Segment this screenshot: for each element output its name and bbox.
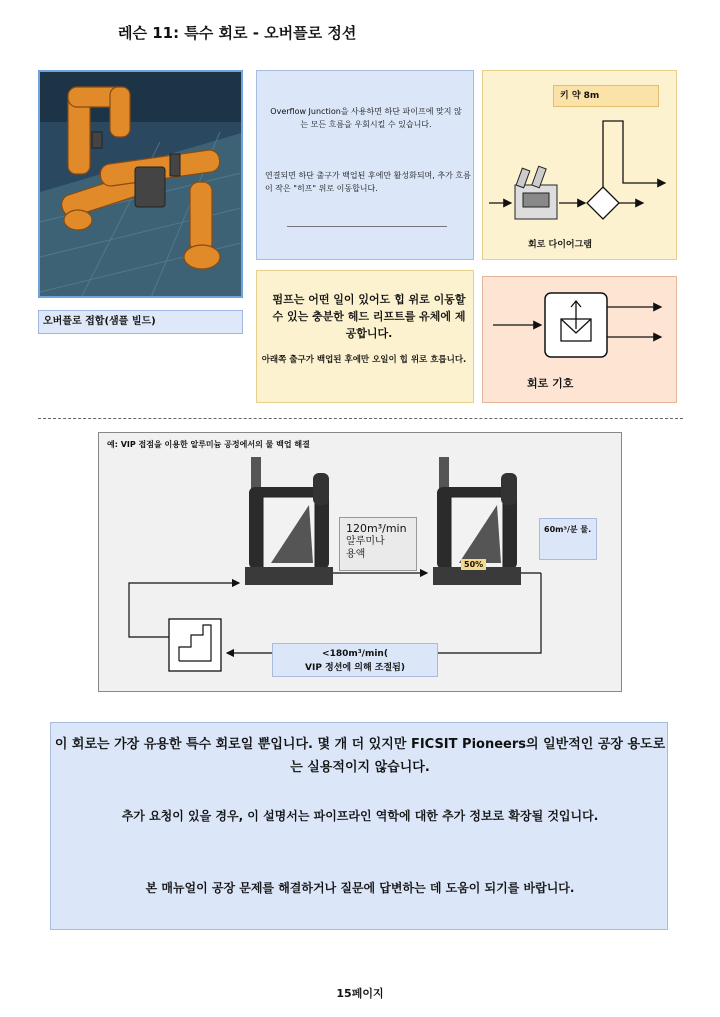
description-text-2: 연결되면 하단 출구가 백업된 후에만 활성화되며, 추가 흐름이 작은 "히프" 위로 이동합니다. (265, 171, 471, 193)
pump-text-1: 펌프는 어떤 일이 있어도 힙 위로 이동할 수 있는 충분한 헤드 리프트를 유체에 제공합니다. (272, 293, 466, 340)
closing-note-3: 본 매뉴얼이 공장 문제를 해결하거나 질문에 답변하는 데 도움이 되기를 바랍니다. (145, 881, 575, 895)
description-panel (256, 70, 474, 260)
example-title: 예: VIP 접점을 이용한 알루미늄 공정에서의 물 백업 해결 (107, 440, 310, 449)
circuit-diagram-panel (482, 70, 677, 260)
section-divider (38, 418, 683, 419)
example-diagram (98, 432, 622, 692)
page-title: 레슨 11: 특수 회로 - 오버플로 정션 (118, 24, 357, 42)
page-number: 15페이지 (336, 987, 384, 1000)
return-flow-label: <180m³/min( VIP 정션에 의해 조절됨) (272, 643, 438, 677)
circuit-diagram (483, 111, 678, 236)
refinery-1-icon (245, 457, 333, 585)
circuit-symbol (483, 277, 678, 372)
vip-junction-icon (169, 619, 221, 671)
circuit-diagram-caption: 회로 다이어그램 (528, 240, 592, 250)
closing-notes-box (50, 722, 668, 930)
pump-text-2: 아래쪽 출구가 백업된 후에만 오일이 힙 위로 흐릅니다. (261, 355, 467, 365)
junction-diamond-icon (587, 187, 619, 219)
flow-rate-label: 120m³/min 알루미나 용액 (339, 517, 417, 571)
description-text-1: Overflow Junction을 사용하면 하단 파이프에 맞지 않는 모든 흐름을 우회시킬 수 있습니다. (270, 107, 462, 129)
closing-note-2: 추가 요청이 있을 경우, 이 설명서는 파이프라인 역학에 대한 추가 정보로 확장될 것입니다. (121, 809, 599, 823)
output-label: 60m³/분 물. (539, 518, 597, 560)
circuit-symbol-caption: 회로 기호 (527, 377, 574, 390)
sample-build-image (38, 70, 243, 298)
sample-build-caption: 오버플로 접합(샘플 빌드) (38, 310, 243, 334)
pump-panel (256, 270, 474, 403)
pump-icon (515, 166, 557, 219)
circuit-symbol-panel (482, 276, 677, 403)
underline-divider (287, 226, 447, 227)
height-tag: 키 약 8m (553, 85, 659, 107)
closing-note-1: 이 회로는 가장 유용한 특수 회로일 뿐입니다. 몇 개 더 있지만 FICSIT Pioneers의 일반적인 공장 용도로는 실용적이지 않습니다. (54, 737, 666, 775)
clock-speed-badge: 50% (461, 559, 486, 570)
